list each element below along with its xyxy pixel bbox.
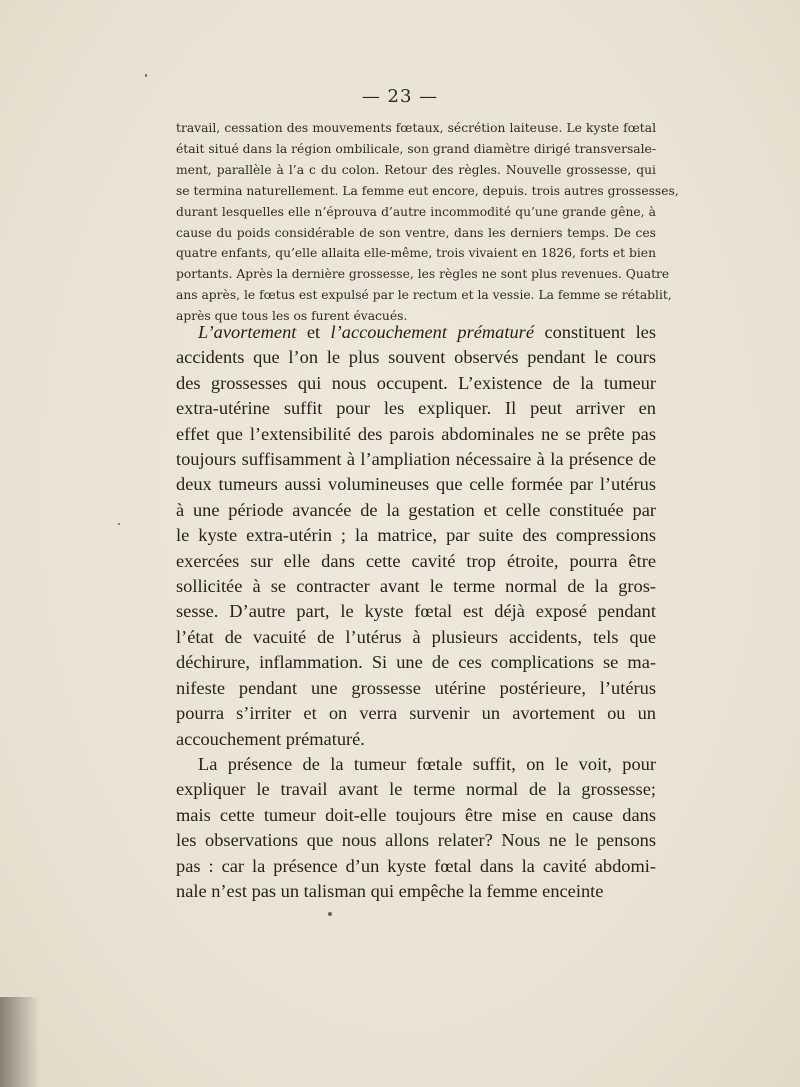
- text-line: ans après, le fœtus est expulsé par le rectum et la vessie. La femme se rétablit,: [176, 288, 672, 303]
- text-line: travail, cessation des mouvements fœtaux, sécrétion laiteuse. Le kyste fœtal: [176, 121, 656, 135]
- text-line: expliquer le travail avant le terme normal de la grossesse;: [176, 779, 656, 800]
- text-line: nifeste pendant une grossesse utérine postérieure, l’utérus: [176, 677, 656, 698]
- text-line: sollicitée à se contracter avant le terme normal de la gros-: [176, 576, 656, 597]
- text-line: toujours suffisamment à l’ampliation nécessaire à la présence de: [176, 449, 656, 470]
- text-line: mais cette tumeur doit-elle toujours être mise en cause dans: [176, 804, 656, 825]
- text-line: nale n’est pas un talisman qui empêche la femme enceinte: [176, 880, 604, 901]
- text-line: cause du poids considérable de son ventre, dans les derniers temps. De ces: [176, 225, 656, 240]
- text-line: durant lesquelles elle n’éprouva d’autre incommodité qu’une grande gêne, à: [176, 204, 656, 219]
- case-report-paragraph: [176, 118, 679, 327]
- paragraph-first-line: [176, 320, 656, 345]
- paragraph-first-line: La présence de la tumeur fœtale suffit, on le voit, pour: [198, 753, 656, 774]
- text-line: pourra s’irriter et on verra survenir un avortement ou un: [176, 703, 656, 724]
- text-line: pas : car la présence d’un kyste fœtal dans la cavité abdomi-: [176, 855, 656, 876]
- paper-speck: [118, 523, 120, 525]
- page-number: — 23 —: [361, 86, 439, 107]
- italic-term: L’avortement: [198, 322, 297, 342]
- text-line: le kyste extra-utérin ; la matrice, par suite des compressions: [176, 525, 656, 546]
- text-line: les observations que nous allons relater? Nous ne le pensons: [176, 830, 656, 851]
- line-text: constituent les: [534, 322, 657, 342]
- binding-shadow: [0, 997, 40, 1087]
- text-line: l’état de vacuité de l’utérus à plusieurs accidents, tels que: [176, 626, 656, 647]
- text-line: extra-utérine suffit pour les expliquer. Il peut arriver en: [176, 398, 656, 419]
- text-line: à une période avancée de la gestation et celle constituée par: [176, 499, 656, 520]
- text-line: était situé dans la région ombilicale, son grand diamètre dirigé transversale-: [176, 141, 656, 156]
- text-line: des grossesses qui nous occupent. L’existence de la tumeur: [176, 372, 656, 393]
- text-line: portants. Après la dernière grossesse, les règles ne sont plus revenues. Quatre: [176, 267, 670, 282]
- text-line: exercées sur elle dans cette cavité trop étroite, pourra être: [176, 550, 656, 571]
- text-line: accouchement prématuré.: [176, 728, 365, 749]
- paper-speck: [328, 912, 332, 916]
- text-line: quatre enfants, qu’elle allaita elle-même, trois vivaient en 1826, forts et bien: [176, 246, 656, 261]
- text-line: sesse. D’autre part, le kyste fœtal est déjà exposé pendant: [176, 601, 656, 622]
- text-line: après que tous les os furent évacués.: [176, 309, 408, 324]
- text-line: accidents que l’on le plus souvent observés pendant le cours: [176, 347, 656, 368]
- text-line: deux tumeurs aussi volumineuses que celle formée par l’utérus: [176, 474, 656, 495]
- text-line: ment, parallèle à l’a c du colon. Retour des règles. Nouvelle grossesse, qui: [176, 162, 656, 177]
- paper-speck: [145, 74, 147, 77]
- text-line: déchirure, inflammation. Si une de ces complications se ma-: [176, 652, 656, 673]
- text-line: effet que l’extensibilité des parois abdominales ne se prête pas: [176, 423, 656, 444]
- text-line: se termina naturellement. La femme eut encore, depuis. trois autres grossesses,: [176, 183, 679, 198]
- italic-term: l’accouchement prématuré: [330, 322, 535, 342]
- main-text: [176, 320, 656, 904]
- connector-text: et: [296, 322, 331, 342]
